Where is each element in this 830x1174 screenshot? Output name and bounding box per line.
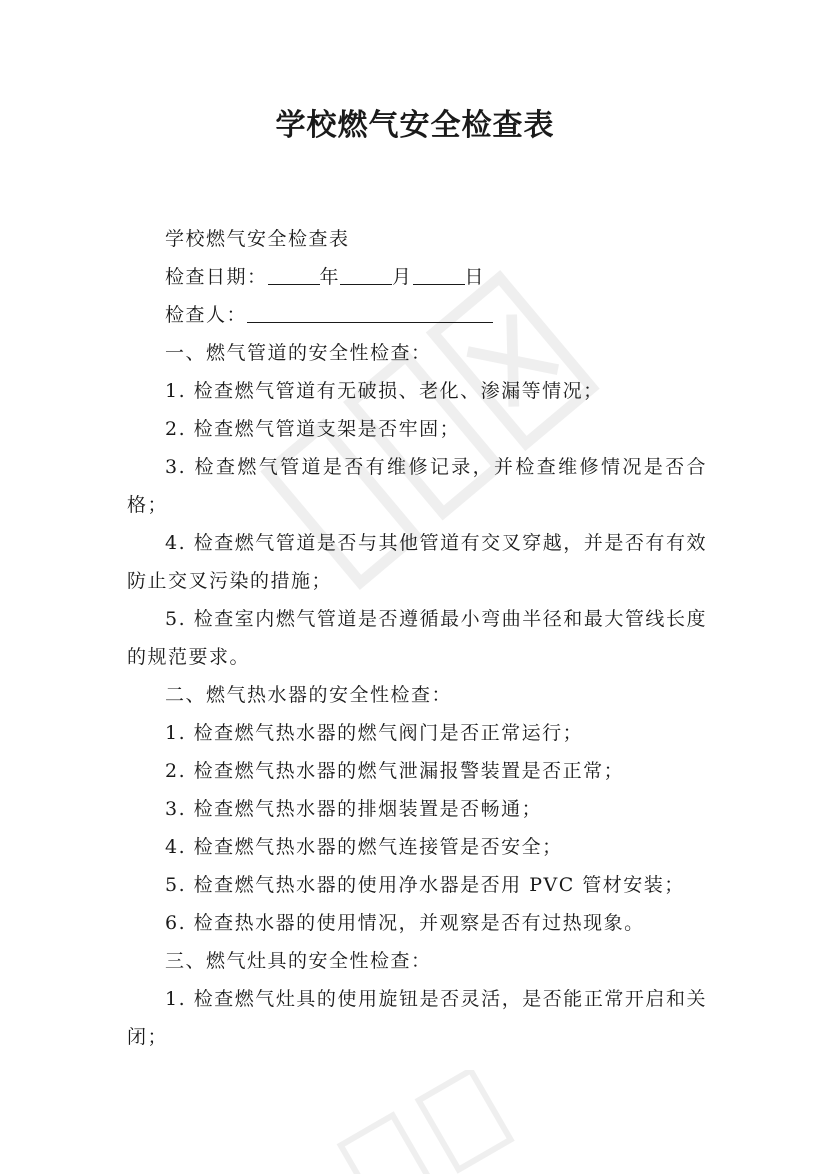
year-label: 年 [319, 266, 341, 288]
checklist-item: 4. 检查燃气热水器的燃气连接管是否安全； [165, 836, 563, 858]
document-body [127, 220, 707, 1056]
checklist-item: 5. 检查燃气热水器的使用净水器是否用 PVC 管材安装； [165, 874, 685, 896]
checklist-item: 3. 检查燃气管道是否有维修记录，并检查维修情况是否合格； [127, 456, 707, 516]
document-title: 学校燃气安全检查表 [275, 108, 555, 143]
section-heading: 二、燃气热水器的安全性检查： [165, 684, 453, 706]
month-label: 月 [392, 266, 413, 288]
day-blank [413, 266, 465, 285]
date-label: 检查日期： [165, 266, 268, 288]
inspector-line [127, 296, 707, 334]
checklist-item: 5. 检查室内燃气管道是否遵循最小弯曲半径和最大管线长度的规范要求。 [127, 608, 707, 668]
checklist-item: 3. 检查燃气热水器的排烟装置是否畅通； [165, 798, 543, 820]
checklist-item: 6. 检查热水器的使用情况，并观察是否有过热现象。 [165, 912, 645, 934]
inspector-label: 检查人： [165, 304, 248, 326]
inspection-date-line [127, 258, 707, 296]
month-blank [340, 266, 392, 285]
section-heading: 一、燃气管道的安全性检查： [165, 342, 432, 364]
day-label: 日 [464, 266, 486, 288]
checklist-item: 1. 检查燃气灶具的使用旋钮是否灵活，是否能正常开启和关闭； [127, 988, 707, 1048]
document-subtitle: 学校燃气安全检查表 [165, 228, 350, 250]
checklist-item: 1. 检查燃气热水器的燃气阀门是否正常运行； [165, 722, 584, 744]
checklist-item: 4. 检查燃气管道是否与其他管道有交叉穿越，并是否有有效防止交叉污染的措施； [127, 532, 707, 592]
checklist-item: 2. 检查燃气热水器的燃气泄漏报警装置是否正常； [165, 760, 625, 782]
inspector-blank [247, 304, 493, 323]
year-blank [268, 266, 320, 285]
checklist-item: 1. 检查燃气管道有无破损、老化、渗漏等情况； [165, 380, 604, 402]
checklist-item: 2. 检查燃气管道支架是否牢固； [165, 418, 461, 440]
watermark-bottom-icon [330, 1070, 530, 1174]
section-heading: 三、燃气灶具的安全性检查： [165, 950, 432, 972]
